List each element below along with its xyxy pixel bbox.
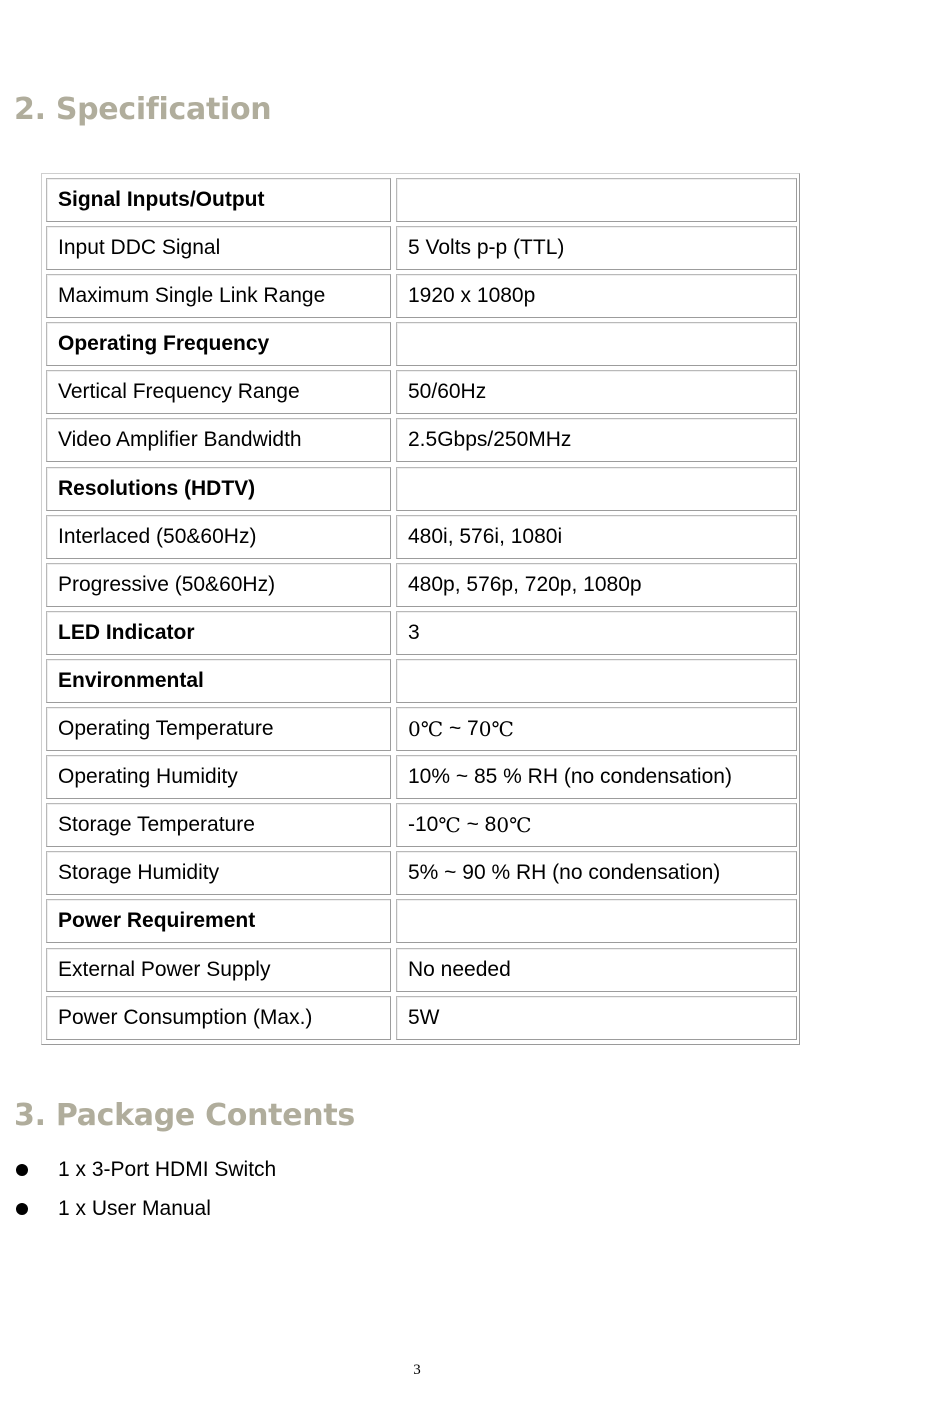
spec-label: Video Amplifier Bandwidth xyxy=(46,418,391,462)
value-part: -10 xyxy=(408,813,439,837)
spec-value xyxy=(396,707,797,751)
spec-label: Environmental xyxy=(46,659,391,703)
spec-row-storage-temperature xyxy=(44,801,797,849)
value-part: 0℃ xyxy=(408,717,444,742)
spec-label: Vertical Frequency Range xyxy=(46,370,391,414)
spec-value: 10% ~ 85 % RH (no condensation) xyxy=(396,755,797,799)
value-part: ~ 8 xyxy=(460,813,497,837)
value-part: 0℃ xyxy=(478,717,514,742)
spec-value xyxy=(396,178,797,222)
spec-value: 2.5Gbps/250MHz xyxy=(396,418,797,462)
spec-label: Interlaced (50&60Hz) xyxy=(46,515,391,559)
spec-value: 5% ~ 90 % RH (no condensation) xyxy=(396,851,797,895)
package-contents-heading: 3. Package Contents xyxy=(14,1098,355,1133)
spec-value: No needed xyxy=(396,948,797,992)
spec-label: Storage Temperature xyxy=(46,803,391,847)
spec-row-external-power-supply xyxy=(44,946,797,994)
spec-label: Operating Humidity xyxy=(46,755,391,799)
spec-row-signal-inputs-output xyxy=(44,176,797,224)
list-item-text: 1 x User Manual xyxy=(58,1196,211,1220)
spec-label: Power Requirement xyxy=(46,899,391,943)
spec-label: Resolutions (HDTV) xyxy=(46,467,391,511)
value-part: 0℃ xyxy=(496,813,532,838)
spec-row-power-requirement xyxy=(44,897,797,945)
spec-label: Operating Frequency xyxy=(46,322,391,366)
spec-label: LED Indicator xyxy=(46,611,391,655)
list-item-text: 1 x 3-Port HDMI Switch xyxy=(58,1157,277,1181)
spec-row-progressive xyxy=(44,561,797,609)
spec-row-storage-humidity xyxy=(44,849,797,897)
spec-value xyxy=(396,467,797,511)
spec-value: 480p, 576p, 720p, 1080p xyxy=(396,563,797,607)
bullet-icon xyxy=(16,1203,28,1215)
value-part: ℃ xyxy=(438,813,461,838)
spec-label: Operating Temperature xyxy=(46,707,391,751)
spec-value: 3 xyxy=(396,611,797,655)
bullet-icon xyxy=(16,1164,28,1176)
spec-row-operating-frequency xyxy=(44,320,797,368)
spec-value: 50/60Hz xyxy=(396,370,797,414)
spec-label: Storage Humidity xyxy=(46,851,391,895)
spec-row-vertical-frequency-range xyxy=(44,368,797,416)
specification-heading: 2. Specification xyxy=(14,92,272,127)
spec-row-video-amplifier-bandwidth xyxy=(44,416,797,464)
specification-table xyxy=(41,173,800,1045)
spec-value: 1920 x 1080p xyxy=(396,274,797,318)
spec-value xyxy=(396,659,797,703)
spec-row-interlaced xyxy=(44,513,797,561)
spec-value: 5 Volts p-p (TTL) xyxy=(396,226,797,270)
spec-row-max-single-link-range xyxy=(44,272,797,320)
spec-label: Input DDC Signal xyxy=(46,226,391,270)
spec-value xyxy=(396,899,797,943)
value-part: ~ 7 xyxy=(443,717,479,741)
spec-row-resolutions-hdtv xyxy=(44,465,797,513)
spec-row-operating-temperature xyxy=(44,705,797,753)
spec-value: 480i, 576i, 1080i xyxy=(396,515,797,559)
spec-label: Power Consumption (Max.) xyxy=(46,996,391,1040)
spec-value xyxy=(396,322,797,366)
spec-label: Progressive (50&60Hz) xyxy=(46,563,391,607)
spec-value: 5W xyxy=(396,996,797,1040)
spec-row-operating-humidity xyxy=(44,753,797,801)
spec-label: Maximum Single Link Range xyxy=(46,274,391,318)
spec-label: Signal Inputs/Output xyxy=(46,178,391,222)
page-number: 3 xyxy=(413,1362,421,1378)
spec-row-environmental xyxy=(44,657,797,705)
spec-row-power-consumption xyxy=(44,994,797,1042)
spec-value xyxy=(396,803,797,847)
spec-row-input-ddc-signal xyxy=(44,224,797,272)
spec-label: External Power Supply xyxy=(46,948,391,992)
spec-row-led-indicator xyxy=(44,609,797,657)
